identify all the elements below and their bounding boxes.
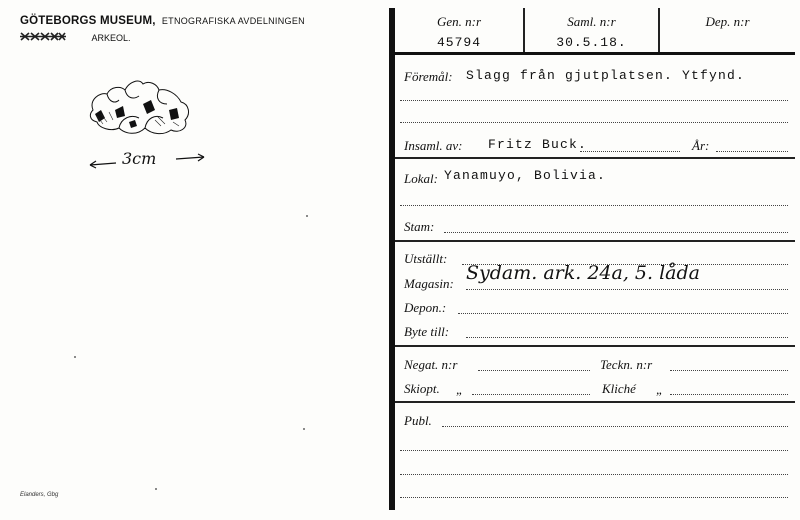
magasin-value: Sydam. ark. 24a, 5. låda: [466, 262, 700, 284]
dotted-rule: [670, 370, 788, 371]
dotted-rule: [580, 151, 680, 152]
museum-name: GÖTEBORGS MUSEUM,: [20, 15, 156, 27]
section-divider: [395, 240, 795, 242]
insaml-value: Fritz Buck.: [488, 137, 588, 152]
crossed-out-mark-icon: [20, 31, 66, 41]
skiopt-label: Skiopt.: [404, 381, 440, 396]
dotted-rule: [400, 122, 788, 123]
saml-nr-value: 30.5.18.: [556, 35, 627, 50]
byte-label: Byte till:: [404, 324, 450, 339]
publ-label: Publ.: [404, 413, 432, 428]
lokal-label: Lokal:: [404, 171, 438, 186]
gen-nr-value: 45794: [436, 35, 481, 50]
gen-nr-label: Gen. n:r: [436, 14, 482, 29]
printer-mark: Elanders, Gbg: [20, 492, 59, 498]
dotted-rule: [400, 450, 788, 451]
header-divider: [395, 52, 795, 55]
teckn-label: Teckn. n:r: [600, 357, 653, 372]
paper-speck: [306, 215, 308, 217]
crossed-out-word: [20, 33, 70, 43]
section-divider: [395, 401, 795, 403]
scale-indicator: [88, 150, 208, 174]
paper-speck: [74, 356, 76, 358]
scale-label: 3cm: [122, 149, 157, 168]
lokal-value: Yanamuyo, Bolivia.: [444, 168, 607, 183]
stam-label: Stam:: [404, 219, 435, 234]
kliche-ditto: „: [656, 382, 664, 397]
dotted-rule: [466, 289, 788, 290]
section-line: [20, 31, 131, 43]
dotted-rule: [444, 232, 788, 233]
dotted-rule: [472, 394, 590, 395]
dotted-rule: [400, 497, 788, 498]
ar-label: År:: [692, 138, 710, 153]
saml-nr-label: Saml. n:r: [567, 14, 616, 29]
dotted-rule: [716, 151, 788, 152]
negat-label: Negat. n:r: [404, 357, 458, 372]
paper-speck: [303, 428, 305, 430]
foremal-value: Slagg från gjutplatsen. Ytfynd.: [466, 68, 746, 83]
dotted-rule: [466, 337, 788, 338]
magasin-label: Magasin:: [404, 276, 454, 291]
dotted-rule: [478, 370, 590, 371]
dotted-rule: [458, 313, 788, 314]
insaml-label: Insaml. av:: [404, 138, 463, 153]
section-name: ARKEOL.: [91, 33, 131, 43]
dep-nr-label: Dep. n:r: [705, 14, 750, 29]
kliche-label: Kliché: [602, 381, 636, 396]
dotted-rule: [400, 474, 788, 475]
section-divider: [395, 345, 795, 347]
paper-speck: [155, 488, 157, 490]
dotted-rule: [670, 394, 788, 395]
section-divider: [395, 157, 795, 159]
museum-heading: [20, 15, 305, 27]
department-name: ETNOGRAFISKA AVDELNINGEN: [161, 16, 305, 26]
form-left-border: [389, 8, 395, 510]
dotted-rule: [400, 100, 788, 101]
depon-label: Depon.:: [404, 300, 447, 315]
utstallt-label: Utställt:: [404, 251, 448, 266]
dotted-rule: [442, 426, 788, 427]
slag-sketch-icon: [85, 70, 195, 140]
skiopt-ditto: „: [456, 382, 464, 397]
dotted-rule: [400, 205, 788, 206]
foremal-label: Föremål:: [404, 69, 453, 84]
